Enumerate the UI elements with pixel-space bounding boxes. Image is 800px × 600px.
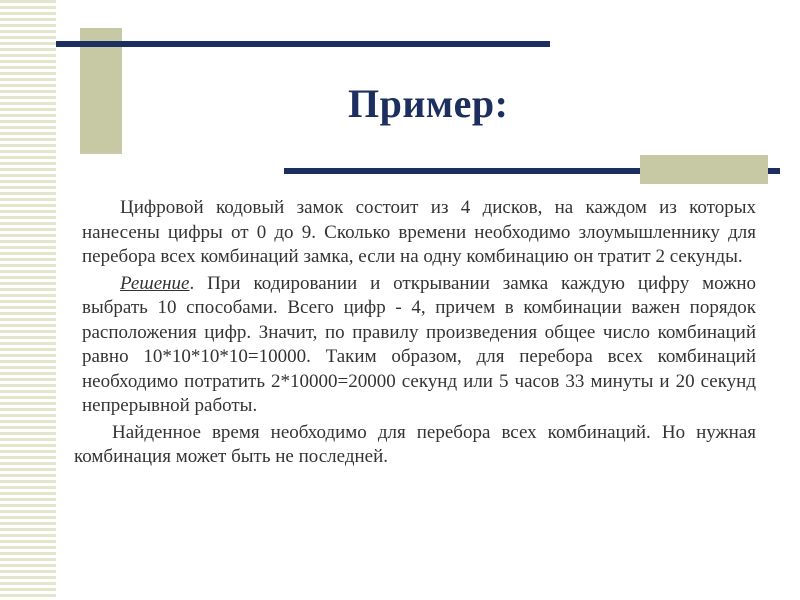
conclusion-paragraph: Найденное время необходимо для перебора всех комбинаций. Но нужная комбинация может быть не последней. xyxy=(74,421,756,467)
problem-paragraph: Цифровой кодовый замок состоит из 4 дисков, на каждом из которых нанесены цифры от 0 до 9. Сколько времени необходимо злоумышленнику для перебора всех комбинаций замка, если на одну комбинацию он тратит 2 секунды. xyxy=(82,197,756,267)
solution-paragraph xyxy=(82,272,756,419)
solution-label: Решение xyxy=(120,272,190,294)
decorative-bar-top xyxy=(56,41,550,47)
decorative-stripes xyxy=(0,0,56,600)
decorative-block-bottom xyxy=(640,155,768,184)
slide-content xyxy=(74,196,756,472)
slide-title: Пример: xyxy=(348,81,509,126)
solution-text: . При кодировании и открывании замка каждую цифру можно выбрать 10 способами. Всего цифр - 4, причем в комбинации важен порядок расположения цифр. Значит, по правилу произведения общее число комбинаций равно 10*10*10*10=10000. Таким образом, для перебора всех комбинаций необходимо потратить 2*10000=20000 секунд или 5 часов 33 минуты и 20 секунд непрерывной работы. xyxy=(82,272,756,416)
